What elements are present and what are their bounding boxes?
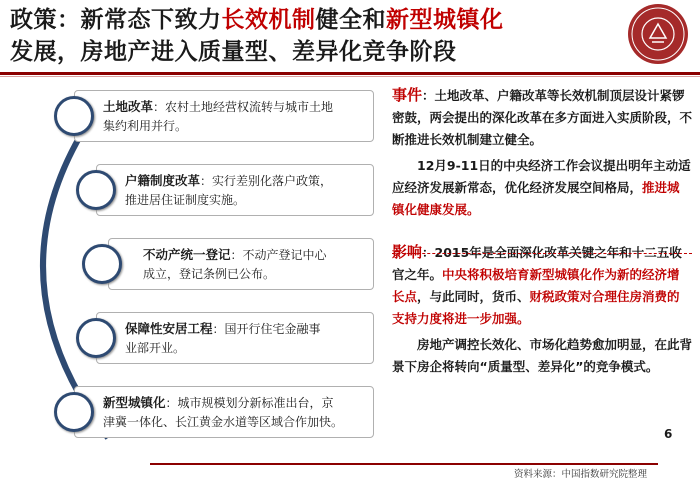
title-line-1: [10, 4, 630, 36]
timeline-item-affordable-housing: [96, 312, 374, 364]
impact-label: 影响: [392, 243, 423, 261]
event-text-2-highlight: 推进城镇化健康发展。: [392, 180, 680, 217]
impact-paragraph-2: 房地产调控长效化、市场化趋势愈加明显，在此背景下房企将转向“质量型、差异化”的竞争模式。: [392, 337, 693, 374]
item-body-2: 津冀一体化、长江黄金水道等区域合作加快。: [103, 415, 344, 429]
timeline-node-icon: [54, 392, 94, 432]
title-line-2: 发展，房地产进入质量型、差异化竞争阶段: [10, 39, 457, 65]
impact-text-1: ：2015年是全面深化改革关键之年和十二五收官之年。: [392, 245, 682, 282]
item-body-2: 推进居住证制度实施。: [125, 193, 246, 207]
item-body: ：城市规模划分新标准出台，京: [165, 396, 334, 410]
footer-rule: [150, 463, 658, 465]
timeline-node-icon: [82, 244, 122, 284]
title-seg-1: 政策：新常态下致力: [10, 7, 222, 33]
page-number: 6: [664, 427, 673, 441]
impact-text-highlight-2: 财税政策对合理住房消费的支持力度将进一步加强。: [392, 289, 680, 326]
timeline-node-icon: [76, 170, 116, 210]
item-head: 不动产统一登记: [143, 247, 231, 262]
impact-text-highlight-1: 中央将积极培育新型城镇化作为新的经济增长点: [392, 267, 680, 304]
timeline-item-new-urbanization: [74, 386, 374, 438]
timeline-node-icon: [76, 318, 116, 358]
timeline-node-icon: [54, 96, 94, 136]
item-head: 新型城镇化: [103, 395, 166, 410]
item-head: 土地改革: [103, 99, 154, 114]
item-head: 户籍制度改革: [125, 173, 201, 188]
title-highlight-1: 长效机制: [221, 7, 316, 33]
timeline-item-hukou-reform: [96, 164, 374, 216]
title-seg-3: 健全和: [315, 7, 386, 33]
source-note: 资料来源：中国指数研究院整理: [514, 469, 648, 480]
item-body: ：不动产登记中心: [230, 248, 327, 262]
timeline-item-real-estate-registration: [108, 238, 374, 290]
item-head: 保障性安居工程: [125, 321, 213, 336]
event-label: 事件: [392, 86, 423, 104]
impact-paragraph: [392, 241, 692, 330]
item-body: ：实行差别化落户政策，: [200, 174, 333, 188]
event-text-2: 12月9-11日的中央经济工作会议提出明年主动适应经济发展新常态，优化经济发展空间格局，: [392, 158, 691, 195]
header-rule: [0, 72, 700, 75]
event-paragraph-2: [392, 155, 692, 221]
impact-text-1b: ，与此同时，货币、: [417, 289, 530, 304]
header-rule-thin: [0, 76, 700, 77]
item-body-2: 业部开业。: [125, 341, 186, 355]
item-body-2: 成立，登记条例已公布。: [143, 267, 276, 281]
item-body: ：农村土地经营权流转与城市土地: [153, 100, 334, 114]
item-body-2: 集约利用并行。: [103, 119, 188, 133]
item-body: ：国开行住宅金融事: [212, 322, 321, 336]
event-paragraph: [392, 84, 692, 151]
event-text-1: ：土地改革、户籍改革等长效机制顶层设计紧锣密鼓，两会提出的深化改革在多方面进入实质阶段，不断推进长效机制建立健全。: [392, 88, 693, 147]
reform-timeline: [8, 86, 378, 446]
page-title: [10, 4, 630, 68]
title-highlight-2: 新型城镇化: [386, 7, 504, 33]
section-divider: [392, 253, 692, 254]
timeline-item-land-reform: [74, 90, 374, 142]
analysis-panel: [392, 84, 692, 378]
china-index-academy-seal-icon: [626, 2, 690, 66]
